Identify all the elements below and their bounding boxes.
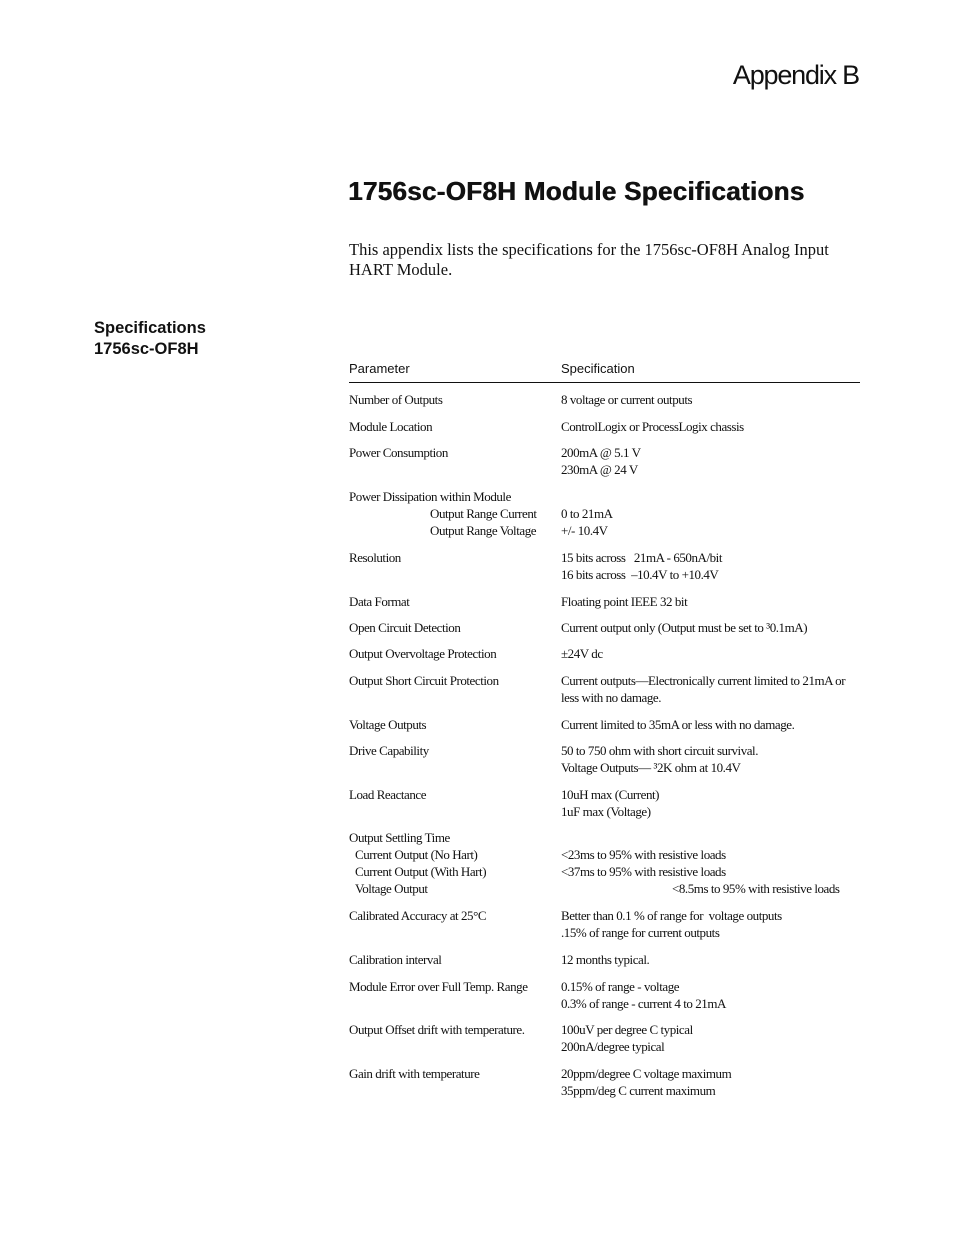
parameter-text: Output Short Circuit Protection — [349, 673, 499, 688]
parameter-text: Output Offset drift with temperature. — [349, 1022, 525, 1037]
spec-text: <8.5ms to 95% with resistive loads — [672, 881, 840, 896]
spec-text: 8 voltage or current outputs — [561, 392, 693, 407]
parameter-text: Module Location — [349, 419, 433, 434]
spec-text: 230mA @ 24 V — [561, 462, 638, 477]
spec-text: Voltage Outputs— ³2K ohm at 10.4V — [561, 760, 741, 775]
parameter-text: Power Dissipation within Module — [349, 489, 511, 504]
spec-text: Current limited to 35mA or less with no damage. — [561, 717, 795, 732]
parameter-subtext: Voltage Output — [355, 881, 428, 896]
parameter-text: Output Settling Time — [349, 830, 450, 845]
parameter-text: Calibration interval — [349, 952, 442, 967]
parameter-subtext: Output Range Voltage — [430, 523, 537, 538]
spec-text: 0.3% of range - current 4 to 21mA — [561, 996, 726, 1011]
spec-text: <37ms to 95% with resistive loads — [561, 864, 726, 879]
parameter-text: Module Error over Full Temp. Range — [349, 979, 528, 994]
spec-text: .15% of range for current outputs — [561, 925, 720, 940]
spec-text: Current output only (Output must be set to ³0.1mA) — [561, 620, 808, 635]
parameter-text: Load Reactance — [349, 787, 427, 802]
spec-text: +/- 10.4V — [561, 523, 608, 538]
spec-text: 0 to 21mA — [561, 506, 613, 521]
parameter-text: Voltage Outputs — [349, 717, 427, 732]
header-rule — [349, 382, 860, 383]
parameter-text: Number of Outputs — [349, 392, 443, 407]
spec-text: 50 to 750 ohm with short circuit survival. — [561, 743, 759, 758]
parameter-text: Gain drift with temperature — [349, 1066, 480, 1081]
spec-text: Current outputs—Electronically current limited to 21mA or — [561, 673, 846, 688]
spec-text: 20ppm/degree C voltage maximum — [561, 1066, 732, 1081]
spec-text: <23ms to 95% with resistive loads — [561, 847, 726, 862]
spec-text: ControlLogix or ProcessLogix chassis — [561, 419, 744, 434]
spec-text: 16 bits across –10.4V to +10.4V — [561, 567, 719, 582]
parameter-subtext: Current Output (With Hart) — [355, 864, 487, 879]
spec-text: 0.15% of range - voltage — [561, 979, 680, 994]
spec-text: 15 bits across 21mA - 650nA/bit — [561, 550, 723, 565]
parameter-subtext: Current Output (No Hart) — [355, 847, 478, 862]
parameter-text: Drive Capability — [349, 743, 429, 758]
spec-text: Better than 0.1 % of range for voltage outputs — [561, 908, 782, 923]
appendix-label: Appendix B — [732, 60, 859, 90]
parameter-text: Calibrated Accuracy at 25°C — [349, 908, 487, 923]
parameter-text: Data Format — [349, 594, 410, 609]
spec-text — [561, 829, 861, 846]
spec-text: 1uF max (Voltage) — [561, 804, 651, 819]
spec-text: 35ppm/deg C current maximum — [561, 1083, 716, 1098]
spec-text: 200nA/degree typical — [561, 1039, 665, 1054]
spec-text: 200mA @ 5.1 V — [561, 445, 641, 460]
spec-text — [561, 488, 861, 505]
spec-text: ±24V dc — [561, 646, 603, 661]
spec-text: less with no damage. — [561, 690, 662, 705]
spec-text: Floating point IEEE 32 bit — [561, 594, 688, 609]
page-title: 1756sc-OF8H Module Specifications — [348, 176, 805, 206]
section-side-heading — [94, 318, 206, 360]
side-heading-line-2: 1756sc-OF8H — [94, 340, 199, 358]
parameter-text: Open Circuit Detection — [349, 620, 461, 635]
column-header-specification: Specification — [561, 361, 635, 376]
column-header-parameter: Parameter — [349, 361, 410, 376]
parameter-text: Resolution — [349, 550, 401, 565]
parameter-text: Power Consumption — [349, 445, 448, 460]
spec-text: 12 months typical. — [561, 952, 650, 967]
spec-text: 100uV per degree C typical — [561, 1022, 693, 1037]
parameter-text: Output Overvoltage Protection — [349, 646, 497, 661]
side-heading-line-1: Specifications — [94, 319, 206, 337]
intro-paragraph: This appendix lists the specifications for the 1756sc-OF8H Analog Input HART Module. — [349, 240, 829, 279]
spec-text: 10uH max (Current) — [561, 787, 660, 802]
parameter-subtext: Output Range Current — [430, 506, 537, 521]
